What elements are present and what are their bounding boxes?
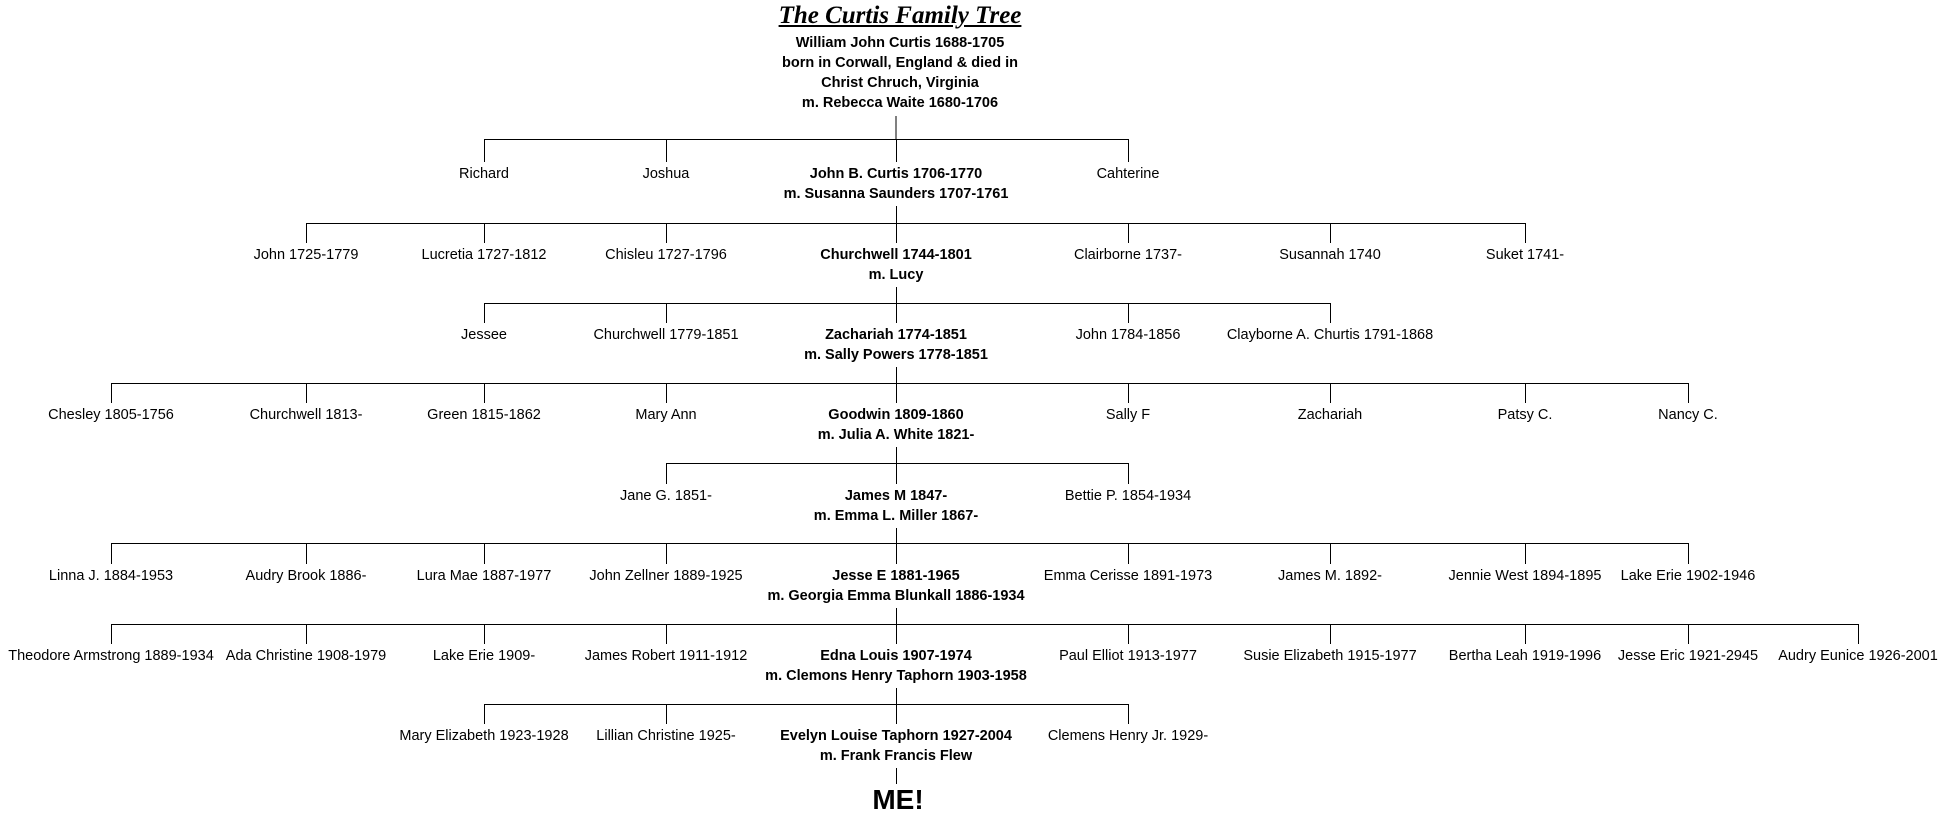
- sibling-name: Nancy C.: [1658, 407, 1718, 423]
- descendant-name: Jesse E 1881-1965: [832, 568, 960, 584]
- sibling-name: Theodore Armstrong 1889-1934: [8, 648, 214, 664]
- sibling-name: Mary Elizabeth 1923-1928: [399, 728, 569, 744]
- sibling-name: Linna J. 1884-1953: [48, 568, 174, 584]
- sibling-name: Bettie P. 1854-1934: [1064, 488, 1192, 504]
- sibling-name: Chisleu 1727-1796: [605, 247, 727, 263]
- sibling-name: Lillian Christine 1925-: [596, 728, 736, 744]
- sibling-name: Clayborne A. Churtis 1791-1868: [1226, 327, 1434, 343]
- root-line-1: William John Curtis 1688-1705: [795, 35, 1005, 51]
- sibling-name: Joshua: [642, 166, 690, 182]
- sibling-name: Churchwell 1813-: [249, 407, 363, 423]
- sibling-name: Churchwell 1779-1851: [593, 327, 739, 343]
- root-line-4: m. Rebecca Waite 1680-1706: [801, 95, 999, 111]
- sibling-name: Clairborne 1737-: [1073, 247, 1183, 263]
- spouse-name: m. Frank Francis Flew: [819, 748, 973, 764]
- descendant-name: James M 1847-: [844, 488, 948, 504]
- sibling-name: Clemens Henry Jr. 1929-: [1047, 728, 1209, 744]
- sibling-name: Jennie West 1894-1895: [1448, 568, 1602, 584]
- sibling-name: Jesse Eric 1921-2945: [1617, 648, 1759, 664]
- sibling-name: Richard: [459, 166, 509, 182]
- sibling-name: Lake Erie 1902-1946: [1620, 568, 1756, 584]
- spouse-name: m. Emma L. Miller 1867-: [813, 508, 979, 524]
- sibling-name: Audry Brook 1886-: [245, 568, 367, 584]
- spouse-name: m. Sally Powers 1778-1851: [804, 347, 988, 363]
- sibling-name: Paul Elliot 1913-1977: [1059, 648, 1197, 664]
- spouse-name: m. Clemons Henry Taphorn 1903-1958: [765, 668, 1027, 684]
- sibling-name: Suket 1741-: [1485, 247, 1565, 263]
- sibling-name: James Robert 1911-1912: [584, 648, 748, 664]
- descendant-name: Evelyn Louise Taphorn 1927-2004: [780, 728, 1012, 744]
- sibling-name: Susie Elizabeth 1915-1977: [1243, 648, 1417, 664]
- spouse-name: m. Lucy: [868, 267, 924, 283]
- sibling-name: Bertha Leah 1919-1996: [1448, 648, 1602, 664]
- root-line-2: born in Corwall, England & died in: [781, 55, 1019, 71]
- sibling-name: Lura Mae 1887-1977: [416, 568, 552, 584]
- spouse-name: m. Susanna Saunders 1707-1761: [783, 186, 1009, 202]
- sibling-name: Ada Christine 1908-1979: [225, 648, 387, 664]
- descendant-name: Edna Louis 1907-1974: [820, 648, 972, 664]
- descendant-name: John B. Curtis 1706-1770: [809, 166, 983, 182]
- sibling-name: Mary Ann: [635, 407, 697, 423]
- sibling-name: Patsy C.: [1497, 407, 1553, 423]
- spouse-name: m. Julia A. White 1821-: [817, 427, 975, 443]
- descendant-name: Goodwin 1809-1860: [828, 407, 964, 423]
- sibling-name: Lake Erie 1909-: [432, 648, 536, 664]
- spouse-name: m. Georgia Emma Blunkall 1886-1934: [767, 588, 1025, 604]
- root-line-3: Christ Chruch, Virginia: [821, 75, 979, 91]
- sibling-name: John 1784-1856: [1075, 327, 1181, 343]
- sibling-name: Jessee: [461, 327, 507, 343]
- sibling-name: Emma Cerisse 1891-1973: [1043, 568, 1213, 584]
- sibling-name: Sally F: [1105, 407, 1151, 423]
- sibling-name: Lucretia 1727-1812: [421, 247, 547, 263]
- descendant-name: Zachariah 1774-1851: [825, 327, 967, 343]
- sibling-name: Zachariah: [1297, 407, 1363, 423]
- sibling-name: Jane G. 1851-: [620, 488, 712, 504]
- page-title: The Curtis Family Tree: [778, 2, 1022, 29]
- me-label: ME!: [872, 784, 924, 815]
- sibling-name: James M. 1892-: [1278, 568, 1382, 584]
- sibling-name: Cahterine: [1096, 166, 1160, 182]
- sibling-name: Susannah 1740: [1279, 247, 1381, 263]
- descendant-name: Churchwell 1744-1801: [820, 247, 972, 263]
- sibling-name: John Zellner 1889-1925: [589, 568, 743, 584]
- sibling-name: Green 1815-1862: [427, 407, 541, 423]
- sibling-name: Audry Eunice 1926-2001: [1778, 648, 1938, 664]
- sibling-name: Chesley 1805-1756: [48, 407, 174, 423]
- sibling-name: John 1725-1779: [253, 247, 359, 263]
